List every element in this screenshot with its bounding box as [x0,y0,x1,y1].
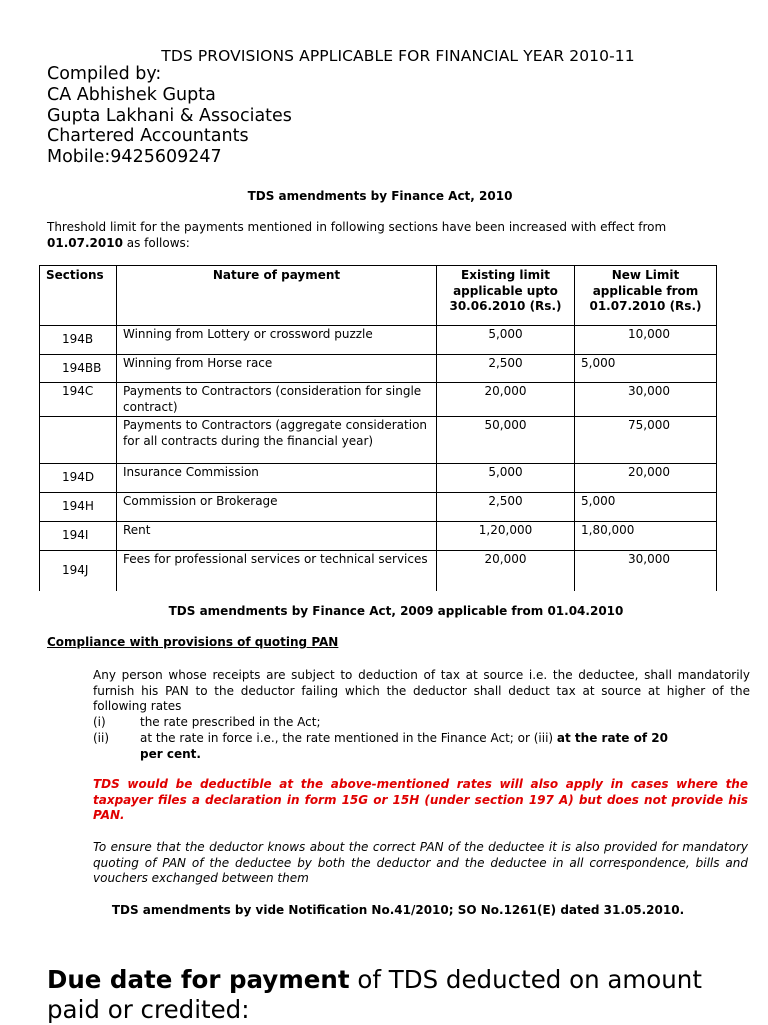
cell-existing: 1,20,000 [437,522,575,551]
threshold-limits-table [39,265,717,591]
cell-section: 194I [40,522,117,551]
list-item [93,715,321,731]
cell-nature: Commission or Brokerage [117,493,437,522]
threshold-intro-text: Threshold limit for the payments mentioned in following sections have been increased with effect from [47,220,667,234]
cell-new: 1,80,000 [575,522,717,551]
cell-existing: 20,000 [437,551,575,591]
compiled-by-block [47,64,292,168]
threshold-intro-date: 01.07.2010 [47,235,123,250]
due-date-rest: of TDS deducted on amount paid or credited: [47,965,702,1024]
header-nature: Nature of payment [117,266,437,326]
list-item [93,731,753,762]
cell-section: 194BB [40,355,117,383]
header-new-limit: New Limit applicable from 01.07.2010 (Rs.) [575,266,717,326]
header-sections: Sections [40,266,117,326]
cell-section: 194B [40,326,117,355]
table-row [40,493,717,522]
due-date-bold: Due date for payment [47,965,350,994]
due-date-heading [47,965,757,1025]
list-item-bold-rate: at the rate of 20 [556,731,668,745]
cell-new: 10,000 [575,326,717,355]
firm-name: Gupta Lakhani & Associates [47,105,292,126]
cell-nature: Rent [117,522,437,551]
pan-quoting-note: To ensure that the deductor knows about the correct PAN of the deductee it is also provided for mandatory quoting of PAN of the deductee by both the deductor and the deductee in all correspondence, bills and vouchers exchanged between them [93,840,748,885]
cell-section: 194D [40,464,117,493]
cell-new: 30,000 [575,383,717,417]
list-item-number: (i) [93,715,106,729]
table-header-row [40,266,717,326]
compiled-by-label: Compiled by: [47,64,162,84]
cell-section: 194C [40,383,117,417]
cell-new: 20,000 [575,464,717,493]
table-row [40,383,717,417]
section-heading-notification: TDS amendments by vide Notification No.41/2010; SO No.1261(E) dated 31.05.2010. [111,903,685,917]
list-item-text: at the rate in force i.e., the rate mentioned in the Finance Act; or (iii) [140,731,557,745]
cell-existing: 2,500 [437,355,575,383]
cell-nature: Winning from Lottery or crossword puzzle [117,326,437,355]
cell-nature: Payments to Contractors (consideration for single contract) [117,383,437,417]
table-row [40,522,717,551]
cell-existing: 50,000 [437,417,575,464]
table-row [40,355,717,383]
compiler-name: CA Abhishek Gupta [47,84,216,105]
cell-nature: Winning from Horse race [117,355,437,383]
pan-compliance-subheading: Compliance with provisions of quoting PAN [47,635,339,649]
cell-existing: 5,000 [437,326,575,355]
section-heading-finance-act-2009: TDS amendments by Finance Act, 2009 applicable from 01.04.2010 [168,604,624,618]
cell-section: 194H [40,493,117,522]
table-row [40,551,717,591]
threshold-intro-suffix: as follows: [122,235,190,250]
cell-section: 194J [40,551,117,591]
red-note: TDS would be deductible at the above-mentioned rates will also apply in cases where the taxpayer files a declaration in form 15G or 15H (under section 197 A) but does not provide his PAN. [93,777,748,822]
cell-existing: 5,000 [437,464,575,493]
list-item-number: (ii) [93,731,110,745]
cell-nature: Insurance Commission [117,464,437,493]
cell-new: 5,000 [575,493,717,522]
cell-new: 75,000 [575,417,717,464]
cell-section [40,417,117,464]
profession: Chartered Accountants [47,126,249,147]
cell-new: 5,000 [575,355,717,383]
table-row [40,464,717,493]
mobile-number: Mobile:9425609247 [47,147,222,168]
header-existing-limit: Existing limit applicable upto 30.06.2010 (Rs.) [437,266,575,326]
cell-nature: Fees for professional services or technical services [117,551,437,591]
list-item-bold-percent: per cent. [140,746,201,761]
list-item-text: the rate prescribed in the Act; [140,715,321,729]
cell-existing: 20,000 [437,383,575,417]
pan-paragraph: Any person whose receipts are subject to deduction of tax at source i.e. the deductee, shall mandatorily furnish his PAN to the deductor failing which the deductor shall deduct tax at source at higher of the following rates [93,668,750,713]
cell-existing: 2,500 [437,493,575,522]
section-heading-finance-act-2010: TDS amendments by Finance Act, 2010 [247,189,513,203]
document-title: TDS PROVISIONS APPLICABLE FOR FINANCIAL YEAR 2010-11 [161,47,635,65]
cell-new: 30,000 [575,551,717,591]
table-row [40,326,717,355]
threshold-intro [47,220,727,251]
cell-nature: Payments to Contractors (aggregate consideration for all contracts during the financial year) [117,417,437,464]
table-row [40,417,717,464]
